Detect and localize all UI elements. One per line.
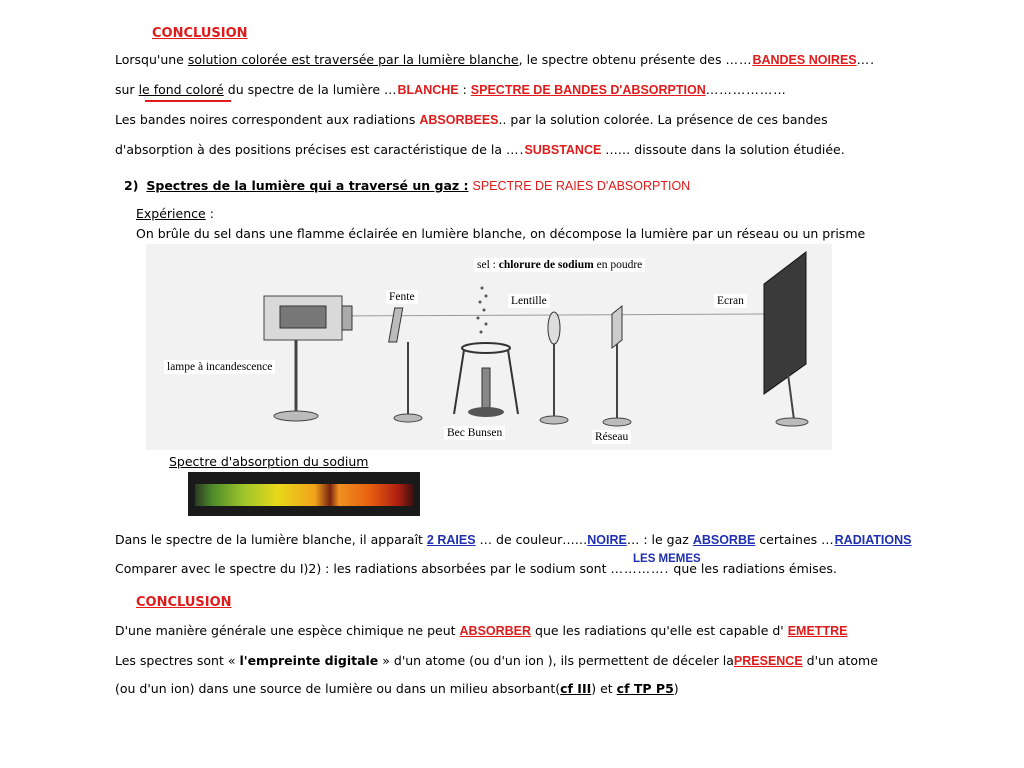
figure-label-ecran: Ecran bbox=[714, 294, 747, 308]
lens-drawing bbox=[540, 312, 568, 424]
conclusion-2-line-1: D'une manière générale une espèce chimique ne peut ABSORBER que les radiations qu'elle est capable d' EMETTRE bbox=[115, 623, 848, 638]
experience-label: Expérience : bbox=[136, 206, 214, 221]
section-2-heading: 2) Spectres de la lumière qui a traversé un gaz : SPECTRE DE RAIES D'ABSORPTION bbox=[124, 178, 691, 193]
grating-drawing bbox=[603, 306, 631, 426]
conclusion-line-2: sur le fond coloré du spectre de la lumière …BLANCHE : SPECTRE DE BANDES D'ABSORPTION……………… bbox=[115, 82, 787, 97]
screen-drawing bbox=[764, 252, 808, 426]
raies-line: Dans le spectre de la lumière blanche, il apparaît 2 RAIES … de couleur……NOIRE… : le gaz ABSORBE certaines …RADIATIONS bbox=[115, 532, 912, 547]
conclusion-line-4: d'absorption à des positions précises est caractéristique de la ….SUBSTANCE …… dissoute dans la solution étudiée. bbox=[115, 142, 845, 157]
experiment-diagram bbox=[146, 244, 832, 450]
spectrum-caption: Spectre d'absorption du sodium bbox=[169, 454, 369, 469]
conclusion-line-1: Lorsqu'une solution colorée est traversée par la lumière blanche, le spectre obtenu présente des ……BANDES NOIRES…. bbox=[115, 52, 876, 67]
figure-label-reseau: Réseau bbox=[592, 430, 631, 444]
answer-blanche: BLANCHE bbox=[397, 83, 459, 97]
red-underline bbox=[145, 100, 231, 102]
answer-presence: PRESENCE bbox=[733, 654, 803, 668]
conclusion-2-line-2: Les spectres sont « l'empreinte digitale » d'un atome (ou d'un ion ), ils permettent de déceler laPRESENCE d'un atome bbox=[115, 653, 878, 668]
answer-absorbees: ABSORBEES bbox=[419, 113, 499, 127]
answer-les-memes: LES MEMES bbox=[633, 553, 701, 565]
conclusion-2-title: CONCLUSION bbox=[136, 595, 232, 610]
experience-text: On brûle du sel dans une flamme éclairée en lumière blanche, on décompose la lumière par un réseau ou un prisme bbox=[136, 226, 866, 241]
answer-absorbe: ABSORBE bbox=[692, 533, 756, 547]
slit-drawing bbox=[389, 308, 422, 422]
figure-label-fente: Fente bbox=[386, 290, 418, 304]
figure-label-lampe: lampe à incandescence bbox=[164, 360, 275, 374]
answer-noire: NOIRE bbox=[587, 533, 627, 547]
answer-raies-absorption: SPECTRE DE RAIES D'ABSORPTION bbox=[472, 179, 691, 193]
conclusion-title: CONCLUSION bbox=[152, 26, 248, 41]
figure-label-bec-bunsen: Bec Bunsen bbox=[444, 426, 505, 440]
figure-label-lentille: Lentille bbox=[508, 294, 550, 308]
answer-bandes-noires: BANDES NOIRES bbox=[752, 53, 857, 67]
sodium-absorption-spectrum bbox=[188, 472, 420, 516]
compare-line: Comparer avec le spectre du I)2) : les radiations absorbées par le sodium sont …………. que les radiations émises. bbox=[115, 561, 837, 576]
salt-particles bbox=[477, 287, 488, 334]
answer-spectre-bandes: SPECTRE DE BANDES D'ABSORPTION bbox=[470, 83, 706, 97]
bunsen-burner-drawing bbox=[454, 343, 518, 417]
conclusion-2-line-3: (ou d'un ion) dans une source de lumière ou dans un milieu absorbant(cf III) et cf TP P5) bbox=[115, 681, 679, 696]
answer-substance: SUBSTANCE bbox=[524, 143, 602, 157]
conclusion-line-3: Les bandes noires correspondent aux radiations ABSORBEES.. par la solution colorée. La présence de ces bandes bbox=[115, 112, 828, 127]
spectrum-band bbox=[195, 484, 413, 506]
figure-label-salt: sel : chlorure de sodium en poudre bbox=[474, 258, 645, 272]
answer-absorber: ABSORBER bbox=[459, 624, 532, 638]
experiment-figure bbox=[146, 244, 832, 450]
answer-emettre: EMETTRE bbox=[787, 624, 848, 638]
answer-radiations: RADIATIONS bbox=[834, 533, 912, 547]
lamp-drawing bbox=[264, 296, 352, 421]
answer-2-raies: 2 RAIES bbox=[426, 533, 476, 547]
